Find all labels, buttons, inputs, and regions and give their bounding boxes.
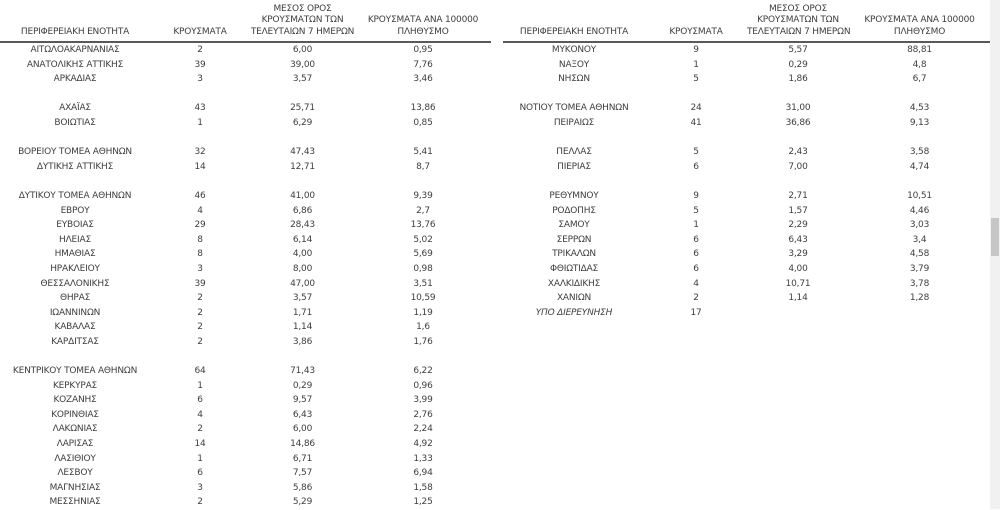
column-header-per100k: ΚΡΟΥΣΜΑΤΑ ΑΝΑ 100000 ΠΛΗΘΥΣΜΟ — [849, 0, 990, 42]
avg7-cell: 2,71 — [788, 190, 808, 201]
per100k-cell: 9,39 — [413, 190, 433, 201]
avg7-cell: 39,00 — [290, 59, 315, 70]
avg7-cell — [747, 87, 849, 102]
per100k-cell: 10,59 — [410, 293, 436, 304]
column-header-cases: ΚΡΟΥΣΜΑΤΑ — [645, 0, 747, 42]
table-row — [0, 481, 491, 496]
avg7-cell: 12,71 — [290, 161, 315, 172]
per100k-cell: 10,51 — [907, 190, 932, 201]
table-row — [503, 101, 990, 116]
cases-cell: 46 — [194, 190, 206, 201]
table-row — [503, 189, 990, 204]
avg7-cell: 1,57 — [788, 205, 808, 216]
avg7-cell: 41,00 — [290, 190, 315, 201]
region-cell: ΕΒΡΟΥ — [60, 205, 90, 216]
cases-cell: 1 — [197, 380, 203, 391]
cases-cell — [645, 174, 747, 189]
avg7-cell: 28,43 — [290, 220, 315, 231]
cases-cell: 6 — [693, 263, 699, 274]
per100k-cell: 3,03 — [909, 220, 930, 231]
avg7-cell — [250, 349, 355, 364]
table-row — [503, 42, 990, 58]
cases-cell: 9 — [693, 45, 699, 55]
cases-cell: 39 — [194, 278, 206, 289]
table-row — [0, 364, 491, 379]
column-header-region: ΠΕΡΙΦΕΡΕΙΑΚΗ ΕΝΟΤΗΤΑ — [0, 0, 150, 42]
avg7-cell: 9,57 — [292, 395, 313, 406]
per100k-cell: 0,98 — [413, 263, 433, 274]
per100k-cell — [355, 87, 491, 102]
table-row — [0, 87, 491, 102]
cases-cell: 3 — [197, 74, 203, 85]
table-row — [0, 452, 491, 467]
avg7-cell: 1,86 — [788, 74, 808, 85]
cases-cell: 6 — [693, 161, 699, 172]
avg7-cell: 6,86 — [292, 205, 313, 216]
region-cell: ΣΕΡΡΩΝ — [556, 234, 592, 245]
avg7-cell: 0,29 — [788, 59, 808, 70]
avg7-cell: 2,29 — [788, 220, 808, 231]
avg7-cell: 6,29 — [292, 117, 313, 128]
avg7-cell: 3,57 — [292, 74, 313, 85]
region-cell: ΑΙΤΩΛΟΑΚΑΡΝΑΝΙΑΣ — [30, 45, 120, 55]
avg7-cell: 7,57 — [292, 468, 313, 479]
per100k-cell: 2,24 — [413, 424, 433, 435]
region-cell: ΚΟΖΑΝΗΣ — [53, 395, 97, 406]
per100k-cell: 4,74 — [909, 161, 930, 172]
table-row — [0, 335, 491, 350]
table-row — [0, 145, 491, 160]
per100k-cell: 1,58 — [413, 482, 433, 493]
column-header-cases: ΚΡΟΥΣΜΑΤΑ — [150, 0, 250, 42]
cases-cell: 2 — [197, 424, 203, 435]
avg7-cell: 31,00 — [785, 103, 811, 114]
cases-cell: 6 — [197, 468, 203, 479]
per100k-cell: 13,76 — [410, 220, 436, 231]
region-cell: ΡΕΘΥΜΝΟΥ — [549, 190, 599, 201]
per100k-cell: 1,6 — [416, 322, 430, 333]
avg7-cell: 6,14 — [292, 234, 313, 245]
cases-cell: 43 — [194, 103, 206, 114]
avg7-cell: 6,43 — [788, 234, 808, 245]
table-row — [0, 160, 491, 175]
region-cell: ΚΕΝΤΡΙΚΟΥ ΤΟΜΕΑ ΑΘΗΝΩΝ — [12, 366, 138, 377]
per100k-cell: 6,94 — [413, 468, 433, 479]
avg7-cell: 25,71 — [290, 103, 315, 114]
table-row — [0, 204, 491, 219]
per100k-cell: 8,7 — [416, 161, 430, 172]
region-cell: ΑΧΑΪΑΣ — [59, 103, 91, 114]
cases-cell — [150, 349, 250, 364]
per100k-cell: 2,7 — [416, 205, 430, 216]
region-cell — [0, 131, 150, 146]
per100k-cell: 3,58 — [909, 147, 930, 158]
region-cell: ΝΑΞΟΥ — [558, 59, 590, 70]
region-cell: ΙΩΑΝΝΙΝΩΝ — [49, 307, 101, 318]
table-row — [503, 218, 990, 233]
avg7-cell: 5,86 — [292, 482, 313, 493]
cases-cell — [150, 131, 250, 146]
region-cell: ΦΘΙΩΤΙΔΑΣ — [549, 263, 599, 274]
per100k-cell: 5,69 — [413, 249, 433, 260]
region-cell — [503, 174, 645, 189]
avg7-cell — [250, 131, 355, 146]
per100k-cell: 1,33 — [413, 453, 433, 464]
table-row — [0, 349, 491, 364]
table-row — [0, 306, 491, 321]
table-row — [503, 87, 990, 102]
per100k-cell: 5,02 — [413, 234, 433, 245]
region-cell — [503, 131, 645, 146]
avg7-cell: 10,71 — [785, 278, 811, 289]
region-cell: ΒΟΡΕΙΟΥ ΤΟΜΕΑ ΑΘΗΝΩΝ — [18, 147, 132, 158]
table-row — [503, 160, 990, 175]
avg7-cell: 36,86 — [785, 117, 811, 128]
cases-table-right — [503, 0, 990, 320]
cases-cell: 2 — [197, 45, 203, 55]
table-row — [503, 306, 990, 321]
table-row — [0, 262, 491, 277]
per100k-cell: 5,41 — [413, 147, 433, 158]
region-cell: ΘΕΣΣΑΛΟΝΙΚΗΣ — [40, 278, 110, 289]
table-row — [0, 379, 491, 394]
cases-cell: 1 — [693, 220, 699, 231]
region-cell: ΝΗΣΩΝ — [558, 74, 590, 85]
per100k-cell: 3,4 — [912, 234, 927, 245]
region-cell: ΠΕΛΛΑΣ — [556, 147, 592, 158]
region-cell: ΣΑΜΟΥ — [558, 220, 590, 231]
cases-cell — [150, 174, 250, 189]
table-row — [0, 408, 491, 423]
per100k-cell: 4,46 — [909, 205, 930, 216]
per100k-cell — [849, 87, 990, 102]
table-row — [503, 58, 990, 73]
region-cell: ΥΠΟ ΔΙΕΡΕΥΝΗΣΗ — [535, 307, 613, 318]
region-cell: ΑΡΚΑΔΙΑΣ — [53, 74, 97, 85]
column-header-per100k: ΚΡΟΥΣΜΑΤΑ ΑΝΑ 100000 ΠΛΗΘΥΣΜΟ — [355, 0, 491, 42]
avg7-cell: 14,86 — [290, 439, 315, 450]
cases-cell: 1 — [197, 117, 203, 128]
table-row — [0, 437, 491, 452]
region-cell: ΚΑΡΔΙΤΣΑΣ — [51, 336, 99, 347]
region-cell: ΛΑΣΙΘΙΟΥ — [54, 453, 96, 464]
region-cell: ΠΙΕΡΙΑΣ — [557, 161, 591, 172]
cases-cell: 8 — [197, 234, 203, 245]
per100k-cell: 4,8 — [912, 59, 927, 70]
per100k-cell: 3,78 — [909, 278, 930, 289]
region-cell: ΕΥΒΟΙΑΣ — [56, 220, 94, 231]
per100k-cell — [355, 349, 491, 364]
avg7-cell: 1,14 — [292, 322, 313, 333]
per100k-cell — [355, 174, 491, 189]
table-row — [503, 116, 990, 131]
per100k-cell: 7,76 — [413, 59, 433, 70]
cases-cell: 2 — [197, 336, 203, 347]
table-row — [503, 262, 990, 277]
column-header-region: ΠΕΡΙΦΕΡΕΙΑΚΗ ΕΝΟΤΗΤΑ — [503, 0, 645, 42]
region-cell: ΡΟΔΟΠΗΣ — [552, 205, 596, 216]
cases-cell: 14 — [194, 439, 206, 450]
avg7-cell: 3,29 — [788, 249, 808, 260]
region-cell: ΔΥΤΙΚΟΥ ΤΟΜΕΑ ΑΘΗΝΩΝ — [18, 190, 132, 201]
table-row — [0, 42, 491, 58]
region-cell: ΗΜΑΘΙΑΣ — [54, 249, 96, 260]
per100k-cell: 88,81 — [907, 45, 932, 55]
cases-cell: 2 — [197, 293, 203, 304]
cases-cell: 4 — [197, 409, 203, 420]
per100k-cell: 4,53 — [909, 103, 930, 114]
per100k-cell: 1,25 — [413, 497, 433, 508]
cases-cell: 14 — [194, 161, 206, 172]
per100k-cell: 1,76 — [413, 336, 433, 347]
avg7-cell: 3,86 — [292, 336, 313, 347]
cases-cell: 5 — [693, 147, 699, 158]
region-cell: ΘΗΡΑΣ — [59, 293, 91, 304]
cases-cell: 9 — [693, 190, 699, 201]
per100k-cell: 3,51 — [413, 278, 433, 289]
cases-cell: 2 — [693, 293, 699, 304]
region-cell: ΛΑΡΙΣΑΣ — [56, 439, 94, 450]
per100k-cell: 13,86 — [410, 103, 436, 114]
cases-cell: 17 — [690, 307, 702, 318]
table-row — [503, 204, 990, 219]
avg7-cell: 6,00 — [292, 45, 313, 55]
cases-cell: 8 — [197, 249, 203, 260]
table-row — [0, 218, 491, 233]
table-row — [503, 145, 990, 160]
region-cell: ΚΑΒΑΛΑΣ — [54, 322, 96, 333]
table-row — [503, 277, 990, 292]
cases-cell: 6 — [693, 249, 699, 260]
per100k-cell: 2,76 — [413, 409, 433, 420]
avg7-cell — [250, 87, 355, 102]
table-row — [0, 116, 491, 131]
per100k-cell: 0,95 — [413, 45, 433, 55]
avg7-cell: 7,00 — [788, 161, 808, 172]
cases-cell: 64 — [194, 366, 206, 377]
avg7-cell: 5,57 — [788, 45, 808, 55]
avg7-cell: 47,00 — [290, 278, 315, 289]
table-row — [503, 131, 990, 146]
table-row — [503, 291, 990, 306]
table-row — [503, 174, 990, 189]
avg7-cell: 5,29 — [292, 497, 313, 508]
avg7-cell: 47,43 — [290, 147, 315, 158]
table-row — [0, 495, 491, 510]
avg7-cell: 3,57 — [292, 293, 313, 304]
cases-cell: 32 — [194, 147, 206, 158]
avg7-cell — [747, 174, 849, 189]
avg7-cell: 0,29 — [292, 380, 313, 391]
column-header-avg7: ΜΕΣΟΣ ΟΡΟΣ ΚΡΟΥΣΜΑΤΩΝ ΤΩΝ ΤΕΛΕΥΤΑΙΩΝ 7 ΗΜΕΡΩΝ — [250, 0, 355, 42]
header-row — [0, 0, 491, 42]
avg7-cell: 6,71 — [292, 453, 313, 464]
region-cell: ΗΡΑΚΛΕΙΟΥ — [50, 263, 100, 274]
cases-cell: 6 — [693, 234, 699, 245]
per100k-cell: 9,13 — [909, 117, 930, 128]
per100k-cell: 0,85 — [413, 117, 433, 128]
per100k-cell — [849, 306, 990, 321]
avg7-cell: 2,43 — [788, 147, 808, 158]
table-row — [0, 277, 491, 292]
region-cell: ΚΕΡΚΥΡΑΣ — [52, 380, 98, 391]
per100k-cell — [849, 131, 990, 146]
cases-cell: 1 — [693, 59, 699, 70]
table-row — [0, 174, 491, 189]
per100k-cell: 4,58 — [909, 249, 930, 260]
per100k-cell — [355, 131, 491, 146]
cases-cell: 39 — [194, 59, 206, 70]
cases-cell: 4 — [693, 278, 699, 289]
table-row — [0, 320, 491, 335]
avg7-cell — [250, 174, 355, 189]
region-cell: ΜΥΚΟΝΟΥ — [551, 45, 597, 55]
vertical-scrollbar[interactable] — [990, 0, 1000, 509]
table-row — [0, 131, 491, 146]
table-row — [503, 72, 990, 87]
cases-cell: 4 — [197, 205, 203, 216]
per100k-cell: 1,28 — [909, 293, 930, 304]
table-row — [0, 72, 491, 87]
cases-cell: 3 — [197, 482, 203, 493]
table-row — [0, 233, 491, 248]
cases-cell: 41 — [690, 117, 702, 128]
region-cell: ΑΝΑΤΟΛΙΚΗΣ ΑΤΤΙΚΗΣ — [26, 59, 124, 70]
region-cell: ΜΕΣΣΗΝΙΑΣ — [49, 497, 101, 508]
region-cell: ΗΛΕΙΑΣ — [59, 234, 91, 245]
table-row — [0, 466, 491, 481]
avg7-cell: 6,43 — [292, 409, 313, 420]
region-cell: ΔΥΤΙΚΗΣ ΑΤΤΙΚΗΣ — [36, 161, 114, 172]
table-row — [0, 422, 491, 437]
per100k-cell: 1,19 — [413, 307, 433, 318]
table-row — [503, 233, 990, 248]
per100k-cell — [849, 174, 990, 189]
per100k-cell: 3,79 — [909, 263, 930, 274]
region-cell: ΜΑΓΝΗΣΙΑΣ — [49, 482, 101, 493]
cases-cell: 29 — [194, 220, 206, 231]
cases-cell — [645, 87, 747, 102]
cases-cell: 2 — [197, 307, 203, 318]
region-cell: ΝΟΤΙΟΥ ΤΟΜΕΑ ΑΘΗΝΩΝ — [519, 103, 629, 114]
per100k-cell: 3,99 — [413, 395, 433, 406]
cases-cell: 1 — [197, 453, 203, 464]
region-cell — [503, 87, 645, 102]
avg7-cell: 4,00 — [292, 249, 313, 260]
per100k-cell: 4,92 — [413, 439, 433, 450]
header-row — [503, 0, 990, 42]
region-cell: ΤΡΙΚΑΛΩΝ — [552, 249, 596, 260]
cases-table-left — [0, 0, 491, 510]
cases-cell: 2 — [197, 497, 203, 508]
table-row — [0, 291, 491, 306]
cases-cell: 6 — [197, 395, 203, 406]
cases-cell: 5 — [693, 205, 699, 216]
table-row — [0, 393, 491, 408]
avg7-cell: 1,71 — [292, 307, 313, 318]
cases-cell — [150, 87, 250, 102]
region-cell — [0, 349, 150, 364]
table-row — [0, 189, 491, 204]
avg7-cell: 6,00 — [292, 424, 313, 435]
region-cell: ΛΕΣΒΟΥ — [57, 468, 93, 479]
per100k-cell: 3,46 — [413, 74, 433, 85]
avg7-cell: 1,14 — [788, 293, 808, 304]
avg7-cell: 4,00 — [788, 263, 808, 274]
scrollbar-thumb[interactable] — [991, 218, 999, 256]
region-cell: ΛΑΚΩΝΙΑΣ — [52, 424, 98, 435]
table-row — [0, 101, 491, 116]
region-cell — [0, 87, 150, 102]
per100k-cell: 6,7 — [912, 74, 927, 85]
cases-cell: 5 — [693, 74, 699, 85]
column-header-avg7: ΜΕΣΟΣ ΟΡΟΣ ΚΡΟΥΣΜΑΤΩΝ ΤΩΝ ΤΕΛΕΥΤΑΙΩΝ 7 ΗΜΕΡΩΝ — [747, 0, 849, 42]
region-cell: ΧΑΝΙΩΝ — [556, 293, 592, 304]
cases-cell: 3 — [197, 263, 203, 274]
avg7-cell — [747, 306, 849, 321]
cases-cell — [645, 131, 747, 146]
per100k-cell: 0,96 — [413, 380, 433, 391]
table-row — [0, 247, 491, 262]
cases-cell: 2 — [197, 322, 203, 333]
region-cell: ΚΟΡΙΝΘΙΑΣ — [51, 409, 99, 420]
avg7-cell: 71,43 — [290, 366, 315, 377]
table-row — [503, 247, 990, 262]
region-cell: ΠΕΙΡΑΙΩΣ — [553, 117, 595, 128]
per100k-cell: 6,22 — [413, 366, 433, 377]
avg7-cell: 8,00 — [292, 263, 313, 274]
cases-cell: 24 — [690, 103, 702, 114]
region-cell: ΧΑΛΚΙΔΙΚΗΣ — [547, 278, 601, 289]
region-cell — [0, 174, 150, 189]
region-cell: ΒΟΙΩΤΙΑΣ — [54, 117, 96, 128]
avg7-cell — [747, 131, 849, 146]
table-row — [0, 58, 491, 73]
